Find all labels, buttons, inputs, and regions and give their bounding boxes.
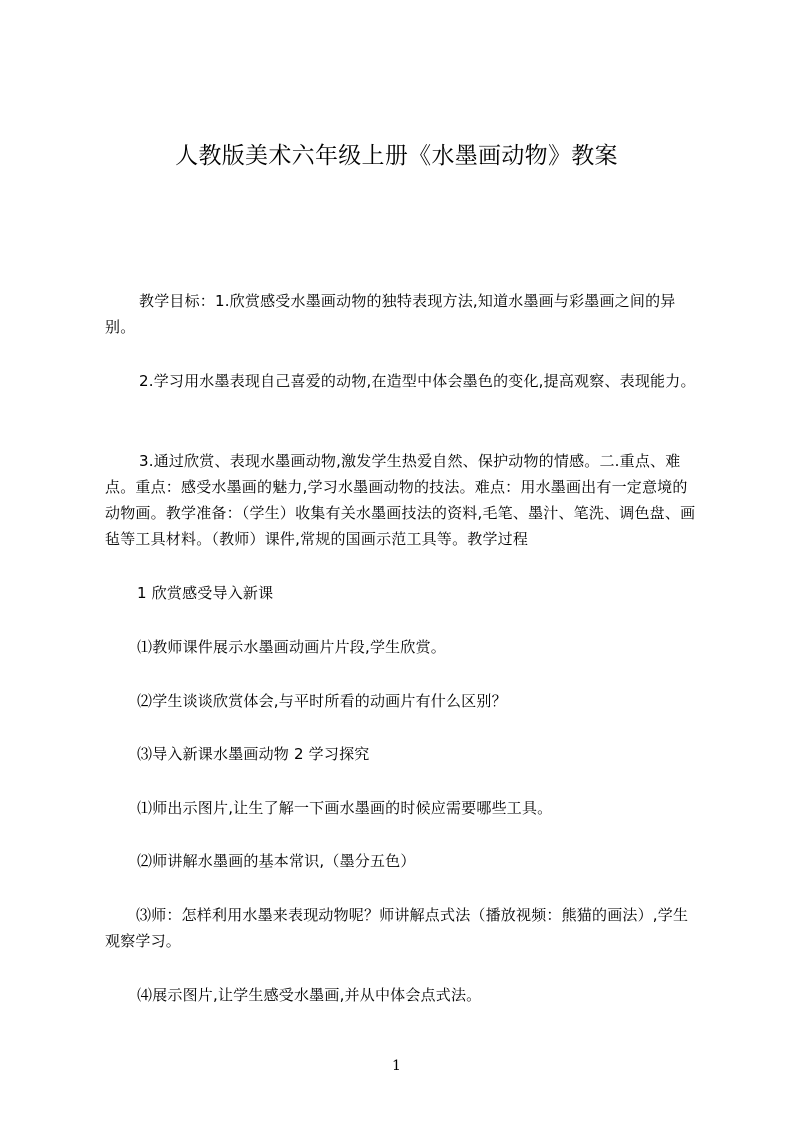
- goal-paragraph-3: 3.通过欣赏、表现水墨画动物,激发学生热爱自然、保护动物的情感。二.重点、难点。重点：感受水墨画的魅力,学习水墨画动物的技法。难点：用水墨画出有一定意境的动物画。教学准备：（学生）收集有关水墨画技法的资料,毛笔、墨汁、笔洗、调色盘、画毡等工具材料。（教师）课件,常规的国画示范工具等。教学过程: [105, 452, 696, 548]
- step-item: ⑷展示图片,让学生感受水墨画,并从中体会点式法。: [137, 986, 482, 1004]
- step-item: ⑶导入新课水墨画动物 2 学习探究: [137, 745, 370, 763]
- step-heading-1: 1 欣赏感受导入新课: [137, 584, 274, 602]
- step-item: ⑴教师课件展示水墨画动画片片段,学生欣赏。: [137, 638, 446, 656]
- goal-paragraph-1: 教学目标：1.欣赏感受水墨画动物的独特表现方法,知道水墨画与彩墨画之间的异别。: [105, 292, 676, 336]
- page-number: 1: [392, 1058, 401, 1074]
- step-item: ⑶师：怎样利用水墨来表现动物呢？师讲解点式法（播放视频：熊猫的画法）,学生观察学习。: [105, 906, 689, 950]
- step-item: ⑵师讲解水墨画的基本常识,（墨分五色）: [137, 852, 416, 870]
- step-item: ⑴师出示图片,让生了解一下画水墨画的时候应需要哪些工具。: [137, 799, 553, 817]
- goal-paragraph-2: 2.学习用水墨表现自己喜爱的动物,在造型中体会墨色的变化,提高观察、表现能力。: [139, 372, 696, 390]
- step-item: ⑵学生谈谈欣赏体会,与平时所看的动画片有什么区别？: [137, 692, 507, 710]
- document-title: 人教版美术六年级上册《水墨画动物》教案: [175, 143, 618, 169]
